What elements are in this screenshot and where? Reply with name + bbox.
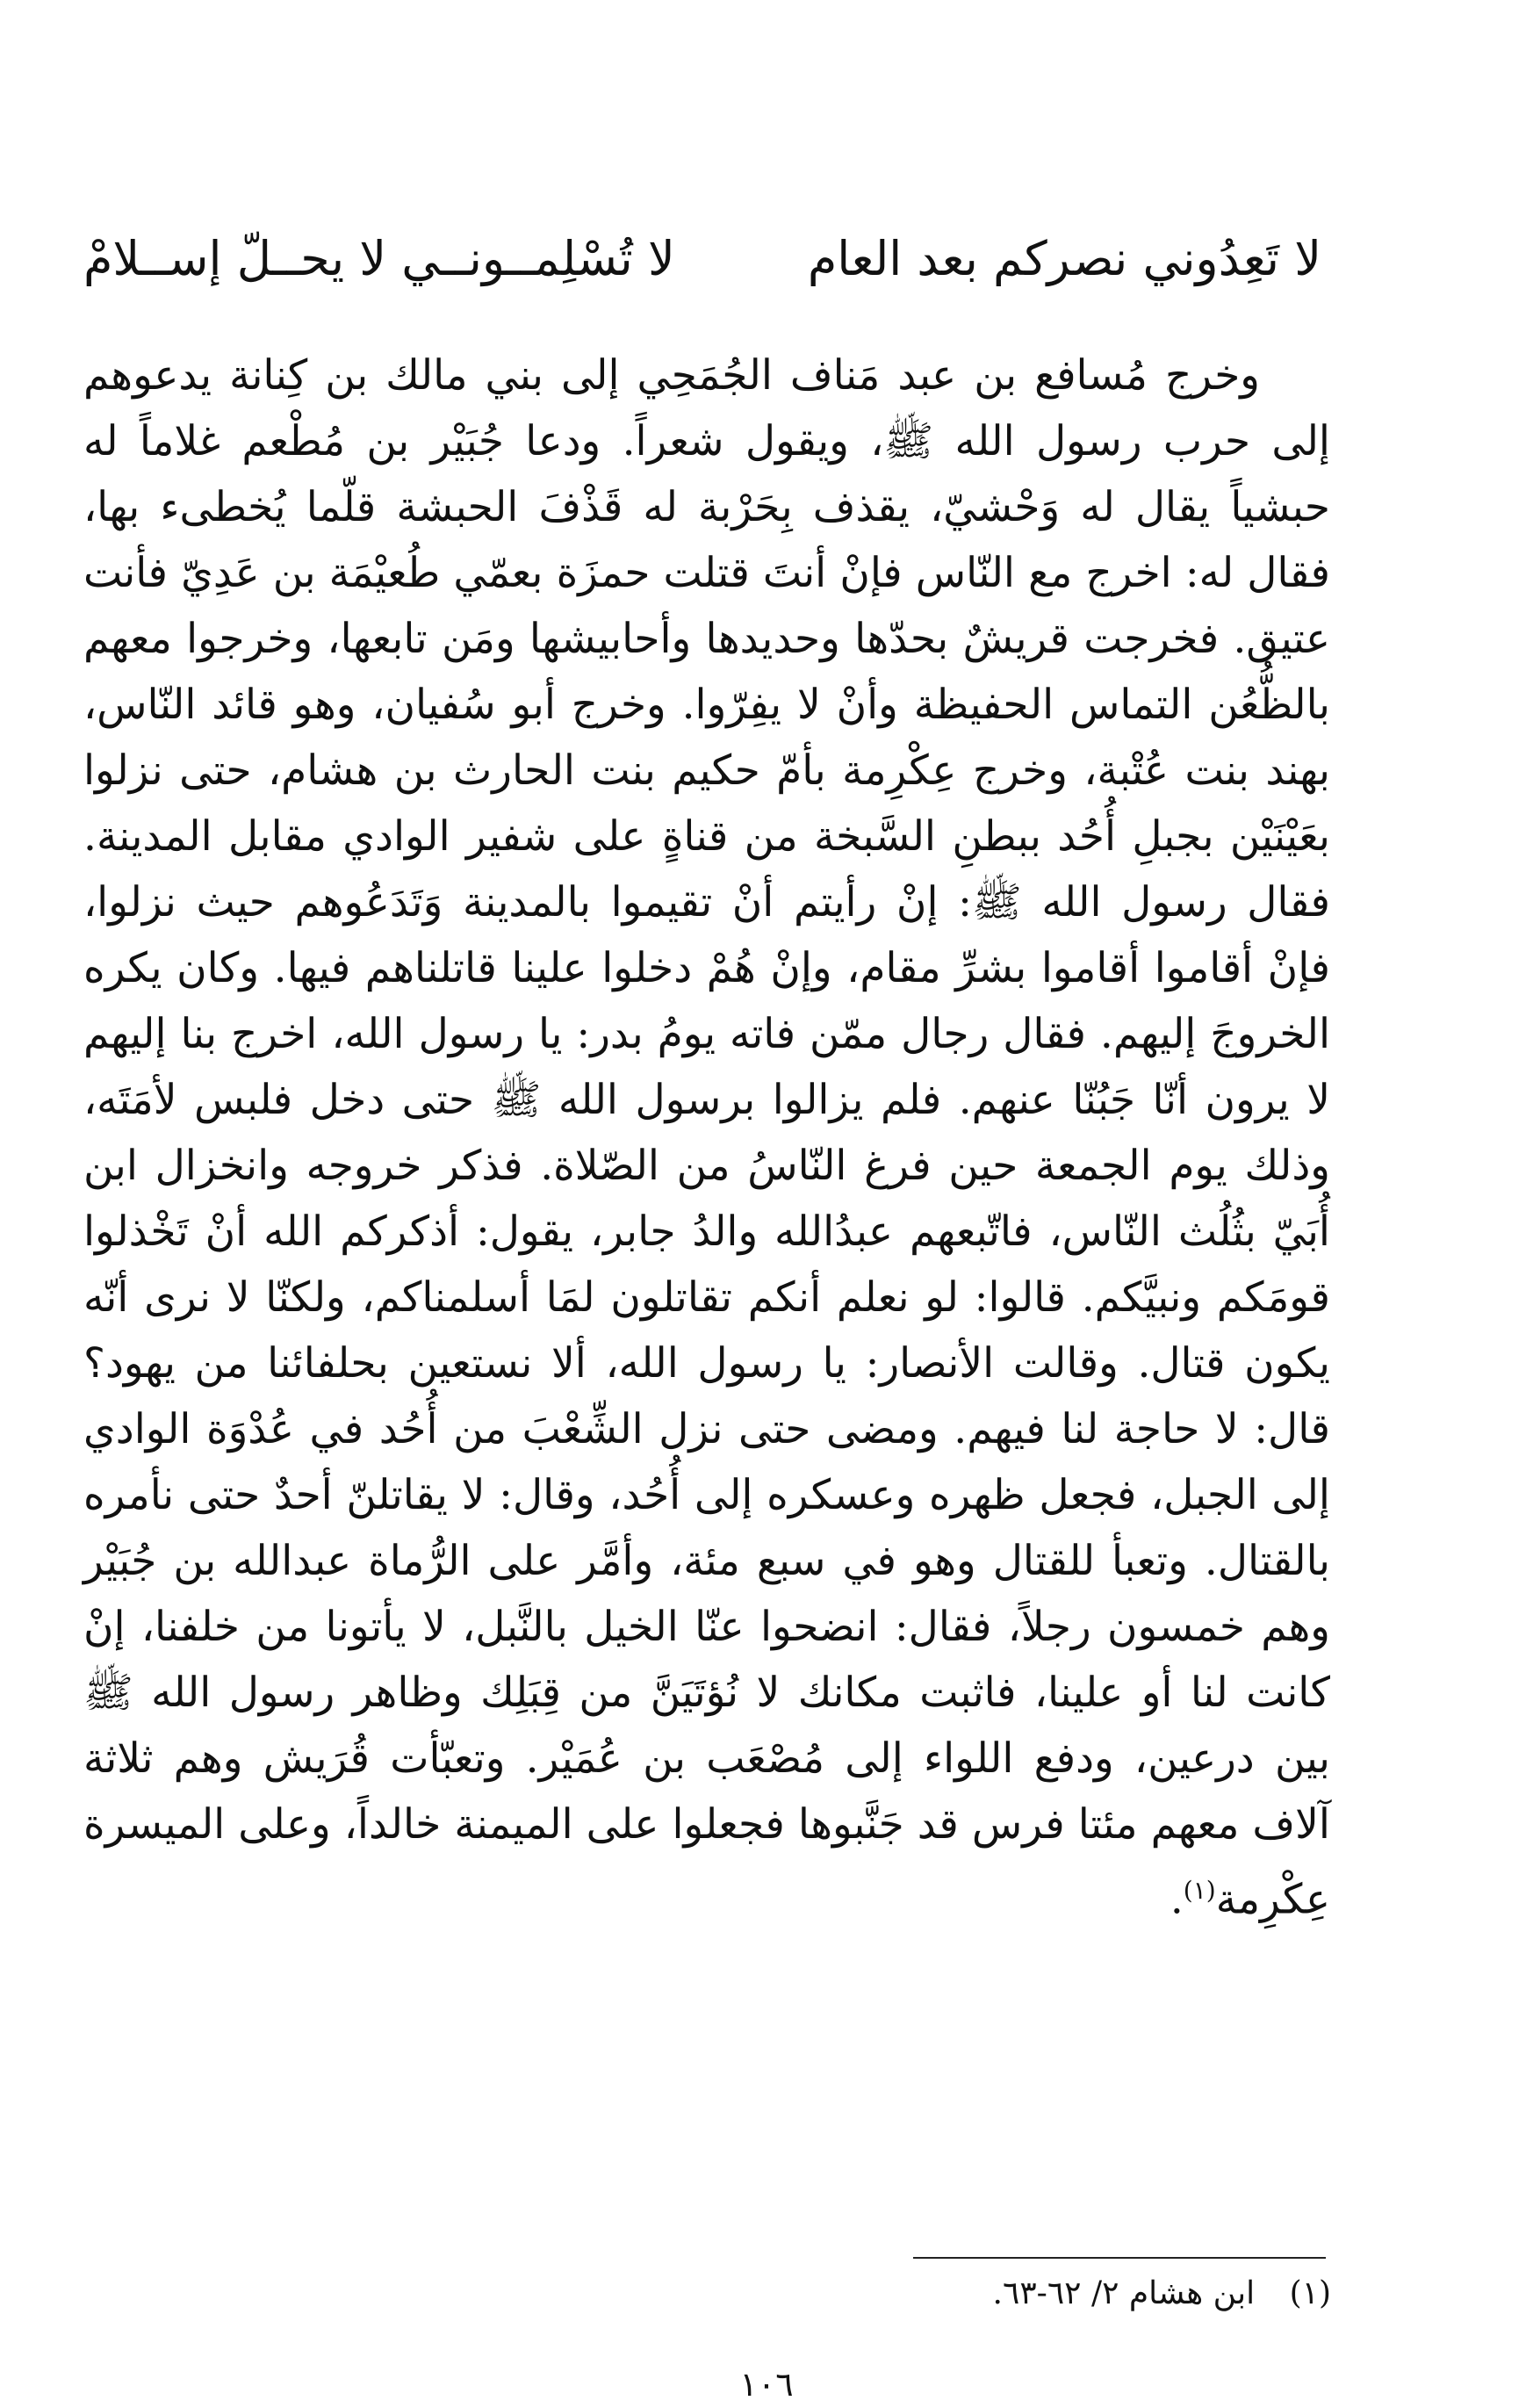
paragraph-end-period: . [1170, 1875, 1184, 1924]
footnote-divider [913, 2257, 1326, 2259]
main-paragraph [83, 342, 1330, 1933]
page-number: ١٠٦ [739, 2365, 794, 2404]
footnote-marker: (١) [1289, 2275, 1331, 2311]
verse-second-hemistich: لا تُسْلِمــونــي لا يحــلّ إســلامْ [83, 231, 675, 286]
poetry-verse [83, 220, 1321, 299]
main-text-block [83, 342, 1330, 1933]
footnote-reference: (١) [1183, 1876, 1216, 1905]
footnote-text: ابن هشام ٢/ ٦٢-٦٣. [992, 2275, 1256, 2311]
verse-first-hemistich: لا تَعِدُوني نصركم بعد العام [807, 231, 1321, 286]
paragraph-text: وخرج مُسافع بن عبد مَناف الجُمَحِي إلى بني مالك بن كِنانة يدعوهم إلى حرب رسول الله ﷺ، ويقول شعراً. ودعا جُبَيْر بن مُطْعم غلاماً له حبشياً يقال له وَحْشيّ، يقذف بِحَرْبة له قَذْفَ الحبشة قلّما يُخطىء بها، فقال له: اخرج مع النّاس فإنْ أنتَ قتلت حمزَة بعمّي طُعيْمَة بن عَدِيّ فأنت عتيق. فخرجت قريشٌ بحدّها وحديدها وأحابيشها ومَن تابعها، وخرجوا معهم بالظُّعُن التماس الحفيظة وأنْ لا يفِرّوا. وخرج أبو سُفيان، وهو قائد النّاس، بهند بنت عُتْبة، وخرج عِكْرِمة بأمّ حكيم بنت الحارث بن هشام، حتى نزلوا بعَيْنَيْن بجبلِ أُحُد ببطنِ السَّبخة من قناةٍ على شفير الوادي مقابل المدينة. فقال رسول الله ﷺ: إنْ رأيتم أنْ تقيموا بالمدينة وَتَدَعُوهم حيث نزلوا، فإنْ أقاموا أقاموا بشرِّ مقام، وإنْ هُمْ دخلوا علينا قاتلناهم فيها. وكان يكره الخروجَ إليهم. فقال رجال ممّن فاته يومُ بدر: يا رسول الله، اخرج بنا إليهم لا يرون أنّا جَبُنّا عنهم. فلم يزالوا برسول الله ﷺ حتى دخل فلبس لأمَتَه، وذلك يوم الجمعة حين فرغ النّاسُ من الصّلاة. فذكر خروجه وانخزال ابن أُبَيّ بثُلُث النّاس، فاتّبعهم عبدُالله والدُ جابر، يقول: أذكركم الله أنْ تَخْذلوا قومَكم ونبيَّكم. قالوا: لو نعلم أنكم تقاتلون لمَا أسلمناكم، ولكنّا لا نرى أنّه يكون قتال. وقالت الأنصار: يا رسول الله، ألا نستعين بحلفائنا من يهود؟ قال: لا حاجة لنا فيهم. ومضى حتى نزل الشِّعْبَ من أُحُد في عُدْوَة الوادي إلى الجبل، فجعل ظهره وعسكره إلى أُحُد، وقال: لا يقاتلنّ أحدٌ حتى نأمره بالقتال. وتعبأ للقتال وهو في سبع مئة، وأمَّر على الرُّماة عبدالله بن جُبَيْر وهم خمسون رجلاً، فقال: انضحوا عنّا الخيل بالنَّبل، لا يأتونا من خلفنا، إنْ كانت لنا أو علينا، فاثبت مكانك لا نُؤتَيَنَّ من قِبَلِك وظاهر رسول الله ﷺ بين درعين، ودفع اللواء إلى مُصْعَب بن عُمَيْر. وتعبّأت قُرَيش وهم ثلاثة آلاف معهم مئتا فرس قد جَنَّبوها فجعلوا على الميمنة خالداً، وعلى الميسرة عِكْرِمة [83, 351, 1330, 1924]
footnote [629, 2267, 1331, 2320]
